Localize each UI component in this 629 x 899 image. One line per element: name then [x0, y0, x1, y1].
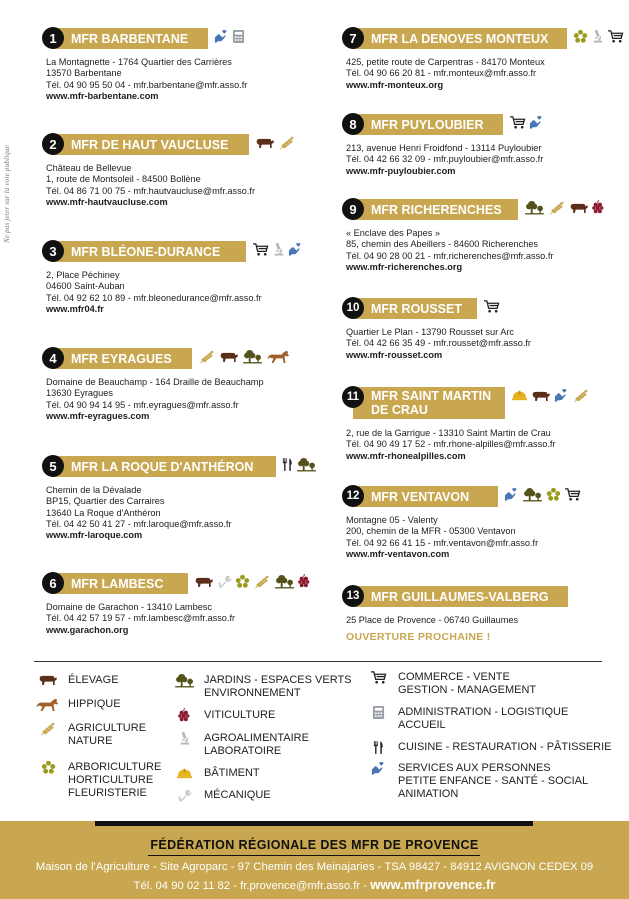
legend-label: COMMERCE - VENTE GESTION - MANAGEMENT: [398, 671, 537, 696]
legend-item: [366, 741, 612, 759]
school-name-banner: [353, 199, 518, 220]
grapes-icon: [178, 708, 191, 727]
wheat-icon: [572, 388, 590, 408]
cow-icon: [255, 136, 275, 155]
legend-label: BÂTIMENT: [204, 767, 260, 779]
school-number-badge: 12: [342, 485, 364, 507]
address-line: 2, rue de la Garrigue - 13310 Saint Martin de Crau: [346, 428, 551, 438]
wheat-icon: [278, 135, 296, 155]
school-name: MFR LA DENOVES MONTEUX: [371, 31, 549, 46]
school-name-banner: [53, 28, 208, 49]
address-line: 2, Place Péchiney: [46, 270, 120, 280]
school-card-header: [42, 347, 312, 371]
school-number-badge: 10: [342, 297, 364, 319]
footer: [0, 821, 629, 899]
school-address: [342, 143, 612, 177]
school-number-badge: 1: [42, 27, 64, 49]
address-line: Tél. 04 42 66 35 49 - mfr.rousset@mfr.asso.fr: [346, 338, 531, 349]
cow-icon: [194, 575, 214, 594]
address-line: 13630 Eyragues: [46, 388, 113, 399]
school-card: [342, 585, 612, 644]
school-card: [342, 113, 612, 177]
school-name-line2: DE CRAU: [371, 403, 428, 417]
hand-heart-icon: [288, 242, 303, 262]
address-line: Tél. 04 90 28 00 21 - mfr.richerenches@mfr.asso.fr: [346, 250, 554, 261]
address-line: 85, chemin des Abeillers - 84600 Richerenches: [346, 239, 539, 250]
grapes-icon: [592, 200, 605, 220]
school-card: [42, 572, 312, 636]
school-specialty-icons: [198, 349, 292, 369]
footer-top-line: [95, 821, 533, 826]
cart-icon: [564, 487, 581, 507]
garden-icon: [296, 457, 317, 477]
garden-icon: [524, 200, 545, 220]
school-name: MFR DE HAUT VAUCLUSE: [71, 137, 229, 152]
school-card: [342, 386, 612, 462]
helmet-icon: [176, 766, 193, 785]
school-name-banner: [53, 573, 188, 594]
school-specialty-icons: [509, 115, 544, 135]
school-card: [42, 347, 312, 422]
federation-title: FÉDÉRATION RÉGIONALE DES MFR DE PROVENCE: [150, 838, 479, 852]
school-name: MFR EYRAGUES: [71, 351, 172, 366]
address-line: Tél. 04 86 71 00 75 - mfr.hautvaucluse@mfr.asso.fr: [46, 185, 256, 196]
legend-label: ARBORICULTURE HORTICULTURE FLEURISTERIE: [68, 761, 162, 799]
wheat-icon: [198, 349, 216, 369]
legend-divider: [34, 661, 602, 662]
school-address: [42, 377, 312, 422]
federation-phone-email: Tél. 04 90 02 11 82 - fr.provence@mfr.asso.fr -: [133, 880, 371, 892]
wrench-icon: [177, 788, 192, 807]
address-line: 13640 La Roque d'Anthéron: [46, 507, 161, 518]
school-card: [42, 455, 312, 541]
school-address: [42, 485, 312, 541]
school-name-banner: [353, 387, 505, 419]
garden-icon: [522, 487, 543, 507]
legend-label: VITICULTURE: [204, 709, 276, 721]
school-address: [342, 327, 612, 361]
hand-heart-icon: [214, 29, 229, 49]
address-line: Tél. 04 90 66 20 81 - mfr.monteux@mfr.asso.fr: [346, 68, 537, 79]
school-specialty-icons: [483, 299, 500, 319]
legend-label: ADMINISTRATION - LOGISTIQUE ACCUEIL: [398, 706, 569, 731]
school-card-header: [342, 386, 612, 422]
school-name-banner: [53, 134, 249, 155]
school-address: [42, 270, 312, 315]
school-number-badge: 9: [342, 198, 364, 220]
school-name-banner: [353, 114, 503, 135]
microscope-icon: [591, 29, 604, 49]
grapes-icon: [298, 574, 311, 594]
school-name: MFR LAMBESC: [71, 576, 164, 591]
wheat-icon: [548, 200, 566, 220]
legend-item: [366, 706, 568, 732]
school-card: [42, 27, 312, 102]
school-number-badge: 8: [342, 113, 364, 135]
cart-icon: [483, 299, 500, 319]
school-specialty-icons: [255, 135, 296, 155]
legend-label: SERVICES AUX PERSONNES PETITE ENFANCE - SANTÉ - SOCIAL ANIMATION: [398, 762, 589, 800]
address-line: Quartier Le Plan - 13790 Rousset sur Arc: [346, 327, 515, 337]
school-card: [42, 133, 312, 208]
legend-label: CUISINE - RESTAURATION - PÂTISSERIE: [398, 741, 612, 753]
federation-title-underline: [148, 855, 480, 856]
school-website-link[interactable]: www.mfr-ventavon.com: [346, 548, 450, 559]
legend-item: [172, 709, 275, 727]
school-card-header: [342, 27, 612, 51]
legend-item: [172, 674, 352, 700]
wheat-icon: [253, 574, 271, 594]
school-website-link[interactable]: www.mfr-puyloubier.com: [346, 165, 456, 176]
address-line: Tél. 04 42 57 19 57 - mfr.lambesc@mfr.asso.fr: [46, 613, 236, 624]
address-line: Tél. 04 42 50 41 27 - mfr.laroque@mfr.asso.fr: [46, 518, 232, 529]
microscope-icon: [272, 242, 285, 262]
school-website-link[interactable]: www.mfr-barbentane.com: [46, 90, 159, 101]
legend-item: [36, 761, 161, 800]
address-line: 425, petite route de Carpentras - 84170 Monteux: [346, 57, 545, 67]
school-website-link[interactable]: www.mfr-richerenches.org: [346, 261, 463, 272]
cutlery-icon: [373, 740, 384, 759]
school-website-link[interactable]: www.mfr-eyragues.com: [46, 410, 150, 421]
address-line: 213, avenue Henri Froidfond - 13114 Puyloubier: [346, 143, 542, 153]
address-line: Tél. 04 90 49 17 52 - mfr.rhone-alpilles@mfr.asso.fr: [346, 439, 556, 450]
school-name: MFR RICHERENCHES: [371, 202, 502, 217]
school-specialty-icons: [214, 29, 245, 49]
school-number-badge: 5: [42, 455, 64, 477]
address-line: Chemin de la Dévalade: [46, 485, 142, 495]
school-card: [342, 485, 612, 560]
school-website-link[interactable]: www.mfr-rousset.com: [346, 349, 443, 360]
calculator-icon: [232, 29, 245, 49]
address-line: 1, route de Montsoleil - 84500 Bollène: [46, 174, 201, 185]
flower-icon: [235, 574, 250, 594]
school-card-header: [342, 485, 612, 509]
school-name-banner: [353, 486, 498, 507]
address-line: BP15, Quartier des Carraires: [46, 496, 165, 507]
school-card-header: [342, 113, 612, 137]
flower-icon: [546, 487, 561, 507]
school-number-badge: 13: [342, 585, 364, 607]
legend-item: [172, 732, 309, 758]
school-specialty-icons: [524, 200, 605, 220]
school-card-header: [342, 585, 612, 609]
legend-item: [36, 698, 121, 716]
hand-heart-icon: [504, 487, 519, 507]
school-address: [342, 428, 612, 462]
school-website-link[interactable]: www.garachon.org: [46, 624, 129, 635]
address-line: Tél. 04 90 94 14 95 - mfr.eyragues@mfr.asso.fr: [46, 399, 239, 410]
address-line: Domaine de Beauchamp - 164 Draille de Beauchamp: [46, 377, 264, 387]
school-name: MFR SAINT MARTIN: [371, 389, 492, 403]
hand-heart-icon: [554, 388, 569, 408]
address-line: 13570 Barbentane: [46, 68, 122, 79]
school-website-link[interactable]: www.mfr-hautvaucluse.com: [46, 196, 168, 207]
wrench-icon: [217, 574, 232, 594]
horse-icon: [266, 349, 292, 369]
school-name-banner: [53, 348, 192, 369]
school-name: MFR PUYLOUBIER: [371, 117, 484, 132]
address-line: Montagne 05 - Valenty: [346, 515, 438, 525]
cart-icon: [252, 242, 269, 262]
school-website-link[interactable]: www.mfr-rhonealpilles.com: [346, 450, 466, 461]
school-specialty-icons: [282, 457, 317, 477]
school-card-header: [342, 297, 612, 321]
school-name-banner: [353, 28, 567, 49]
school-address: [342, 615, 612, 644]
school-card-header: [42, 572, 312, 596]
address-line: La Montagnette - 1764 Quartier des Carrières: [46, 57, 232, 67]
school-address: [342, 515, 612, 560]
legend-item: [36, 722, 146, 748]
address-line: 04600 Saint-Auban: [46, 281, 125, 292]
school-card: [342, 27, 612, 91]
garden-icon: [242, 349, 263, 369]
school-card: [42, 240, 312, 315]
flower-icon: [573, 29, 588, 49]
school-name: MFR LA ROQUE D'ANTHÉRON: [71, 459, 254, 474]
school-specialty-icons: [573, 29, 624, 49]
school-website-link[interactable]: www.mfr-monteux.org: [346, 79, 444, 90]
school-name: MFR VENTAVON: [371, 489, 470, 504]
school-name-banner: [53, 241, 246, 262]
school-card-header: [42, 133, 312, 157]
calculator-icon: [372, 705, 385, 724]
legend-item: [36, 674, 119, 691]
flower-icon: [41, 760, 56, 779]
school-card-header: [42, 240, 312, 264]
microscope-icon: [178, 731, 191, 750]
school-card-header: [42, 455, 312, 479]
school-address: [42, 163, 312, 208]
legend-label: HIPPIQUE: [68, 698, 121, 710]
federation-address: Maison de l'Agriculture - Site Agroparc - 97 Chemin des Meinajaries - TSA 98427 - 84912 AVIGNON CEDEX 09: [35, 861, 594, 873]
address-line: 25 Place de Provence - 06740 Guillaumes: [346, 615, 519, 625]
school-website-link[interactable]: www.mfr04.fr: [46, 303, 104, 314]
address-line: Tél. 04 42 66 32 09 - mfr.puyloubier@mfr.asso.fr: [346, 154, 544, 165]
school-address: [342, 228, 612, 273]
address-line: « Enclave des Papes »: [346, 228, 440, 238]
legend-label: JARDINS - ESPACES VERTS ENVIRONNEMENT: [204, 674, 352, 699]
wheat-icon: [39, 721, 57, 740]
address-line: 200, chemin de la MFR - 05300 Ventavon: [346, 526, 516, 537]
cutlery-icon: [282, 457, 293, 477]
address-line: Domaine de Garachon - 13410 Lambesc: [46, 602, 212, 612]
side-note: Ne pas jeter sur la voie publique: [3, 145, 11, 243]
school-card-header: [42, 27, 312, 51]
school-specialty-icons: [504, 487, 581, 507]
school-address: [42, 57, 312, 102]
legend-label: AGRICULTURE NATURE: [68, 722, 147, 747]
helmet-icon: [511, 388, 528, 408]
federation-website[interactable]: www.mfrprovence.fr: [370, 877, 496, 892]
opening-soon-notice: OUVERTURE PROCHAINE !: [346, 631, 491, 644]
address-line: Tél. 04 90 95 50 04 - mfr.barbentane@mfr.asso.fr: [46, 79, 248, 90]
school-specialty-icons: [511, 388, 590, 408]
school-address: [342, 57, 612, 91]
address-line: Château de Bellevue: [46, 163, 132, 173]
school-number-badge: 7: [342, 27, 364, 49]
school-card: [342, 198, 612, 273]
school-specialty-icons: [252, 242, 303, 262]
legend-item: [366, 671, 536, 697]
hand-heart-icon: [529, 115, 544, 135]
cow-icon: [569, 201, 589, 220]
cow-icon: [38, 673, 58, 691]
school-number-badge: 3: [42, 240, 64, 262]
horse-icon: [35, 697, 61, 716]
legend-label: ÉLEVAGE: [68, 674, 119, 686]
cart-icon: [509, 115, 526, 135]
school-name: MFR BLÉONE-DURANCE: [71, 244, 221, 259]
school-number-badge: 11: [342, 386, 364, 408]
cow-icon: [531, 389, 551, 408]
school-address: [42, 602, 312, 636]
cart-icon: [370, 670, 387, 689]
school-name-banner: [353, 298, 477, 319]
legend-label: AGROALIMENTAIRE LABORATOIRE: [204, 732, 309, 757]
legend-item: [172, 789, 271, 807]
garden-icon: [174, 673, 195, 692]
garden-icon: [274, 574, 295, 594]
school-number-badge: 6: [42, 572, 64, 594]
federation-contact: [0, 877, 629, 892]
school-name: MFR GUILLAUMES-VALBERG: [371, 589, 549, 604]
school-website-link[interactable]: www.mfr-laroque.com: [46, 530, 143, 541]
cart-icon: [607, 29, 624, 49]
address-line: Tél. 04 92 62 10 89 - mfr.bleonedurance@mfr.asso.fr: [46, 292, 262, 303]
school-name: MFR ROUSSET: [371, 301, 462, 316]
school-card-header: [342, 198, 612, 222]
legend-label: MÉCANIQUE: [204, 789, 271, 801]
school-number-badge: 4: [42, 347, 64, 369]
school-specialty-icons: [194, 574, 311, 594]
address-line: Tél. 04 92 66 41 15 - mfr.ventavon@mfr.asso.fr: [346, 537, 539, 548]
school-name-banner: [353, 586, 568, 607]
school-name: MFR BARBENTANE: [71, 31, 189, 46]
school-name-banner: [53, 456, 276, 477]
cow-icon: [219, 350, 239, 369]
school-number-badge: 2: [42, 133, 64, 155]
legend-item: [366, 762, 588, 801]
school-card: [342, 297, 612, 361]
hand-heart-icon: [371, 761, 386, 780]
legend-item: [172, 767, 260, 785]
